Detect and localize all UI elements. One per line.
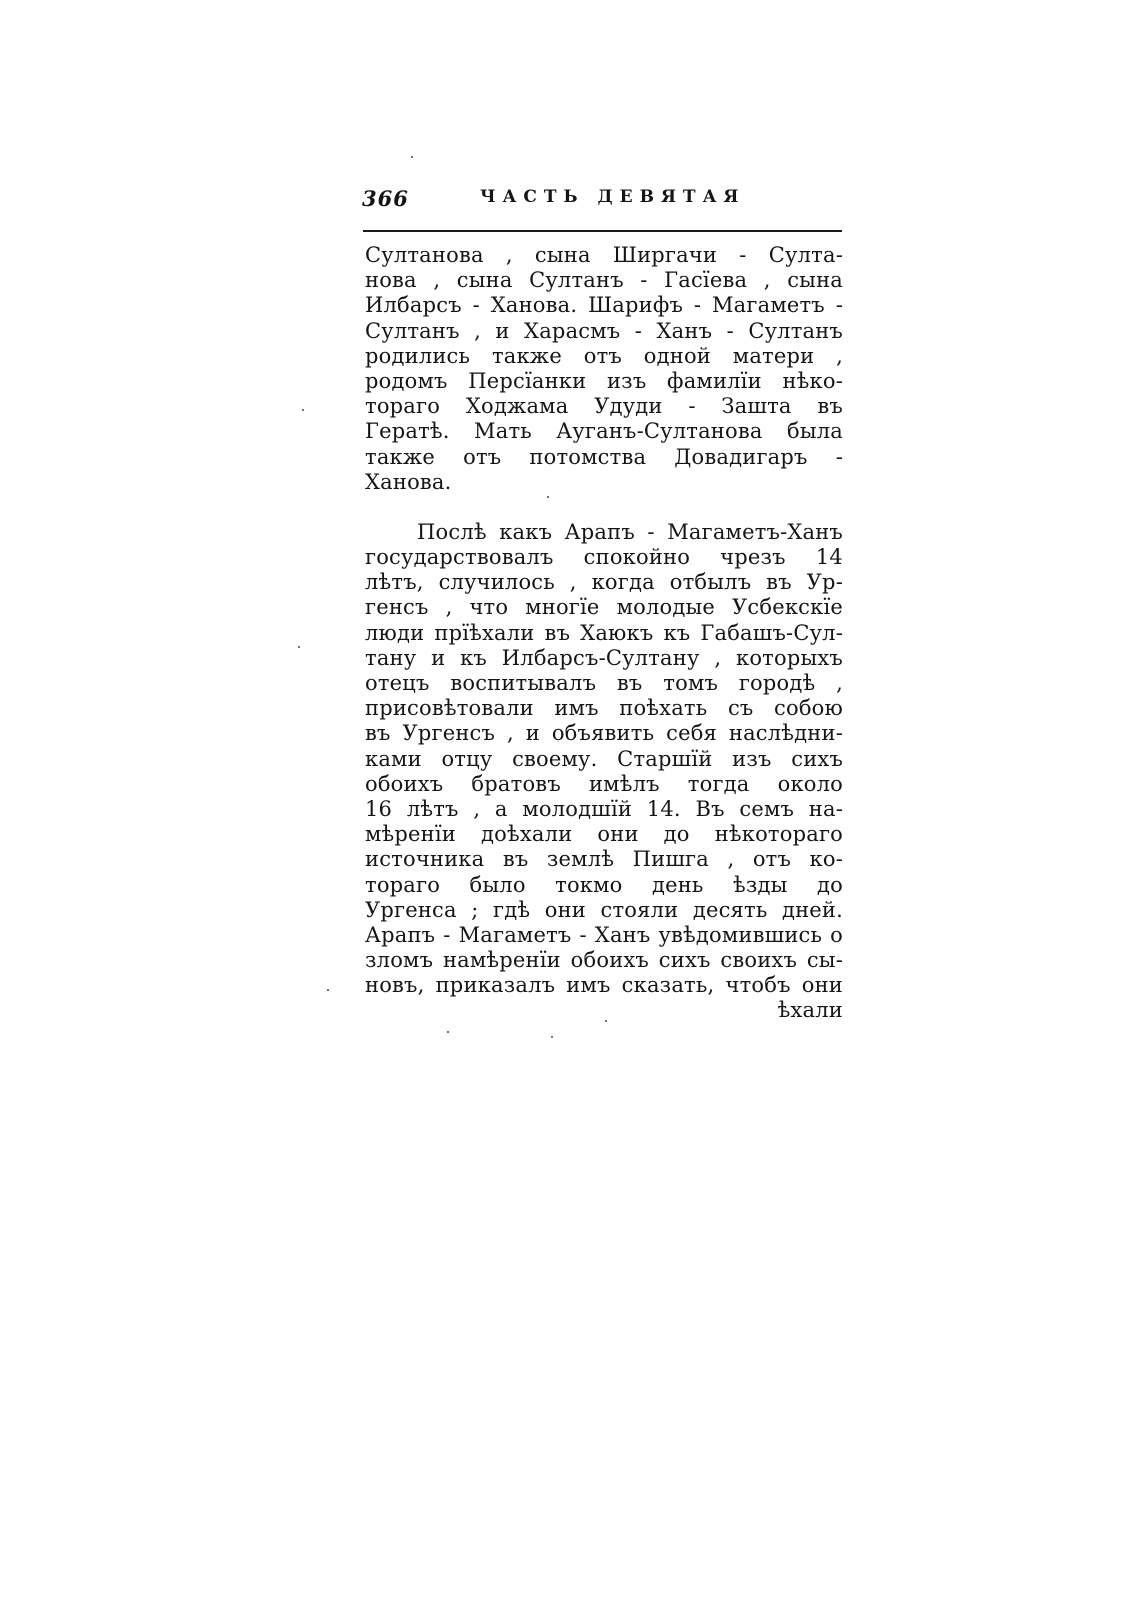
text-line: тораго Ходжама Удуди - Зашта въ: [365, 394, 843, 419]
running-head: ЧАСТЬ ДЕВЯТАЯ: [480, 187, 746, 207]
paragraph-2: [365, 520, 843, 1024]
text-line: лѣтъ, случилось , когда отбылъ въ Ур-: [365, 570, 843, 595]
text-line: родились также отъ одной матери ,: [365, 343, 843, 368]
text-line: ками отцу своему. Старшїй изъ сихъ: [365, 746, 843, 771]
text-line: тораго было токмо день ѣзды до: [365, 872, 843, 897]
scan-speck: [447, 1031, 449, 1033]
text-line: Илбарсъ - Ханова. Шарифъ - Магаметъ -: [365, 293, 843, 318]
scan-speck: [411, 156, 413, 158]
text-line: зломъ намѣренїи обоихъ сихъ своихъ сы-: [365, 948, 843, 973]
text-line: тану и къ Илбарсъ-Султану , которыхъ: [365, 645, 843, 670]
text-line: также отъ потомства Довадигаръ -: [365, 444, 843, 469]
text-line: присовѣтовали имъ поѣхать съ собою: [365, 696, 843, 721]
page-header: [362, 186, 842, 220]
text-line: Ургенса ; гдѣ они стояли десять дней.: [365, 897, 843, 922]
catchword: ѣхали: [777, 998, 843, 1023]
text-line: Арапъ - Магаметъ - Ханъ увѣдомившись о: [365, 922, 843, 947]
text-line: Ханова.: [365, 469, 452, 494]
text-line: мѣренїи доѣхали они до нѣкотораго: [365, 822, 843, 847]
text-line: Султанъ , и Харасмъ - Ханъ - Султанъ: [365, 318, 843, 343]
paragraph-gap: [365, 495, 843, 520]
paragraph-1: [365, 243, 843, 495]
text-line: обоихъ братовъ имѣлъ тогда около: [365, 771, 843, 796]
scan-speck: [605, 1020, 607, 1022]
scan-speck: [302, 409, 304, 411]
scan-speck: [547, 496, 549, 498]
text-line: нова , сына Султанъ - Гасїева , сына: [365, 268, 843, 293]
scan-speck: [551, 1036, 553, 1038]
text-line: Султанова , сына Ширгачи - Султа-: [365, 243, 843, 267]
text-line: генсъ , что многїе молодые Усбекскїе: [365, 595, 843, 620]
text-line: источника въ землѣ Пишга , отъ ко-: [365, 847, 843, 872]
text-line: Послѣ какъ Арапъ - Магаметъ-Ханъ: [417, 519, 843, 544]
page-number: 366: [362, 186, 409, 211]
scan-speck: [327, 989, 329, 991]
header-rule: [363, 230, 842, 232]
text-line: Гератѣ. Мать Ауганъ-Султанова была: [365, 419, 843, 444]
text-line: 16 лѣтъ , а молодшїй 14. Въ семъ на-: [365, 796, 843, 821]
text-line: родомъ Персїанки изъ фамилїи нѣко-: [365, 368, 843, 393]
text-line: отецъ воспитывалъ въ томъ городѣ ,: [365, 671, 843, 695]
text-line: въ Ургенсъ , и объявить себя наслѣдни-: [365, 721, 843, 746]
text-line: новъ, приказалъ имъ сказать, чтобъ они: [365, 973, 843, 998]
text-line: люди прїѣхали въ Хаюкъ къ Габашъ-Сул-: [365, 620, 843, 645]
text-line: государствовалъ спокойно чрезъ 14: [365, 545, 843, 570]
body-text: [365, 243, 843, 1024]
scan-speck: [298, 646, 300, 648]
